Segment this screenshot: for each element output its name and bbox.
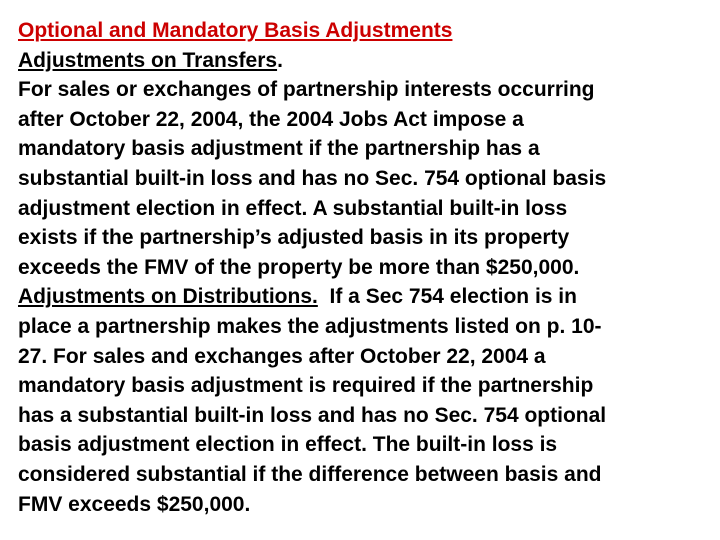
transfers-section — [18, 46, 708, 283]
slide-title — [18, 16, 708, 46]
transfers-line: exceeds the FMV of the property be more than $250,000. — [18, 255, 580, 279]
transfers-line: For sales or exchanges of partnership interests occurring — [18, 78, 595, 102]
transfers-line: after October 22, 2004, the 2004 Jobs Act impose a — [18, 107, 524, 131]
transfers-heading-line — [18, 46, 708, 76]
distributions-line: basis adjustment election in effect. The built-in loss is — [18, 433, 558, 457]
transfers-heading-suffix: . — [277, 48, 283, 72]
transfers-heading: Adjustments on Transfers — [18, 48, 278, 72]
distributions-line: FMV exceeds $250,000. — [18, 492, 251, 516]
distributions-line: 27. For sales and exchanges after October 22, 2004 a — [18, 344, 546, 368]
distributions-section — [18, 282, 708, 519]
distributions-heading: Adjustments on Distributions. — [18, 285, 318, 309]
distributions-line: has a substantial built-in loss and has no Sec. 754 optional — [18, 403, 607, 427]
slide-body — [18, 16, 708, 519]
distributions-first-line — [18, 282, 708, 312]
distributions-first-line-rest: If a Sec 754 election is in — [317, 285, 577, 309]
distributions-line: mandatory basis adjustment is required if the partnership — [18, 374, 594, 398]
transfers-line: mandatory basis adjustment if the partnership has a — [18, 137, 540, 161]
transfers-line: exists if the partnership’s adjusted basis in its property — [18, 226, 570, 250]
transfers-line: substantial built-in loss and has no Sec. 754 optional basis — [18, 166, 607, 190]
title-text: Optional and Mandatory Basis Adjustments — [18, 19, 453, 42]
distributions-line: place a partnership makes the adjustments listed on p. 10- — [18, 314, 602, 338]
transfers-line: adjustment election in effect. A substantial built-in loss — [18, 196, 568, 220]
distributions-line: considered substantial if the difference between basis and — [18, 462, 602, 486]
